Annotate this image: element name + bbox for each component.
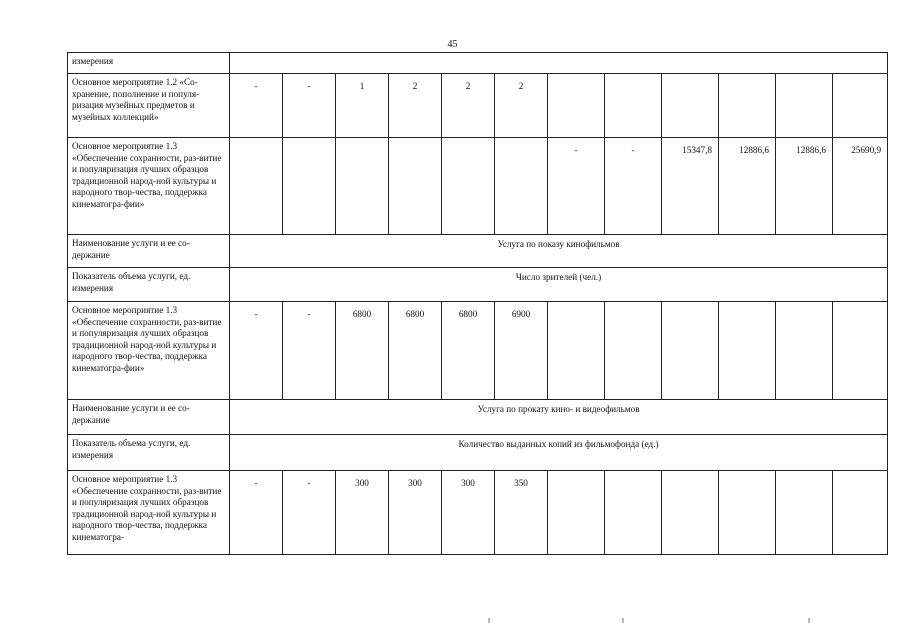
table-cell — [662, 74, 719, 138]
scan-artifact — [808, 618, 810, 623]
table-cell — [605, 302, 662, 400]
table-cell: 25690,9 — [833, 138, 888, 235]
table-cell: - — [283, 302, 336, 400]
table-cell: 300 — [389, 471, 442, 555]
table-cell: 300 — [336, 471, 389, 555]
table-cell: 6800 — [442, 302, 495, 400]
table-cell: - — [605, 138, 662, 235]
table-cell — [776, 74, 833, 138]
row-label: Основное мероприятие 1.3 «Обеспечение сохранности, раз-витие и популяризация лучших образцов традиционной народ-ной культуры и народного твор-чества, поддержка кинематогра- — [68, 471, 230, 555]
table-cell — [389, 138, 442, 235]
table-cell — [776, 302, 833, 400]
table-cell: - — [230, 302, 283, 400]
indicator-name-cell: Число зрителей (чел.) — [230, 268, 888, 302]
row-label: Показатель объема услуги, ед. измерения — [68, 268, 230, 302]
table-cell: - — [283, 471, 336, 555]
row-label: Показатель объема услуги, ед. измерения — [68, 435, 230, 471]
table-cell: 2 — [442, 74, 495, 138]
table-row — [68, 435, 888, 471]
table-cell — [442, 138, 495, 235]
table-cell — [548, 302, 605, 400]
table-cell: 350 — [495, 471, 548, 555]
service-name-cell: Услуга по прокату кино- и видеофильмов — [230, 400, 888, 435]
indicator-name-cell: Количество выданных копий из фильмофонда (ед.) — [230, 435, 888, 471]
empty-merged-cell — [230, 53, 888, 74]
table-cell: - — [230, 74, 283, 138]
table-cell: 12886,6 — [719, 138, 776, 235]
row-label: Основное мероприятие 1.2 «Со-хранение, пополнение и популя-ризация музейных предметов и музейных коллекций» — [68, 74, 230, 138]
table-row — [68, 400, 888, 435]
row-label: Основное мероприятие 1.3 «Обеспечение сохранности, раз-витие и популяризация лучших образцов традиционной народ-ной культуры и народного твор-чества, поддержка кинематогра-фии» — [68, 138, 230, 235]
page-number: 45 — [447, 39, 458, 50]
table-cell — [719, 302, 776, 400]
table-cell: 2 — [389, 74, 442, 138]
table-cell — [719, 74, 776, 138]
table-row — [68, 74, 888, 138]
table-cell: 6900 — [495, 302, 548, 400]
table-cell — [605, 471, 662, 555]
table-row — [68, 53, 888, 74]
table-cell: 12886,6 — [776, 138, 833, 235]
table-cell — [230, 138, 283, 235]
table-cell — [833, 74, 888, 138]
table-cell: - — [283, 74, 336, 138]
table-cell — [548, 74, 605, 138]
table-cell — [283, 138, 336, 235]
row-label: Наименование услуги и ее со-держание — [68, 400, 230, 435]
table-cell: 300 — [442, 471, 495, 555]
table-cell — [548, 471, 605, 555]
table-cell: 6800 — [389, 302, 442, 400]
table-cell: - — [548, 138, 605, 235]
table-cell: 15347,8 — [662, 138, 719, 235]
table-cell — [662, 302, 719, 400]
scan-artifact — [488, 618, 490, 623]
table-cell — [833, 302, 888, 400]
table-row — [68, 138, 888, 235]
table-cell — [719, 471, 776, 555]
table-cell — [336, 138, 389, 235]
table-row — [68, 268, 888, 302]
table-cell: 2 — [495, 74, 548, 138]
table-cell — [495, 138, 548, 235]
indicators-table — [67, 52, 888, 555]
table-cell: 1 — [336, 74, 389, 138]
table-cell — [776, 471, 833, 555]
row-label: измерения — [68, 53, 230, 74]
row-label: Основное мероприятие 1.3 «Обеспечение сохранности, раз-витие и популяризация лучших образцов традиционной народ-ной культуры и народного твор-чества, поддержка кинематогра-фии» — [68, 302, 230, 400]
service-name-cell: Услуга по показу кинофильмов — [230, 235, 888, 268]
table-cell: - — [230, 471, 283, 555]
table-cell: 6800 — [336, 302, 389, 400]
table-cell — [662, 471, 719, 555]
table-row — [68, 302, 888, 400]
scan-artifact — [622, 618, 624, 623]
table-row — [68, 471, 888, 555]
row-label: Наименование услуги и ее со-держание — [68, 235, 230, 268]
table-row — [68, 235, 888, 268]
table-cell — [833, 471, 888, 555]
table-cell — [605, 74, 662, 138]
